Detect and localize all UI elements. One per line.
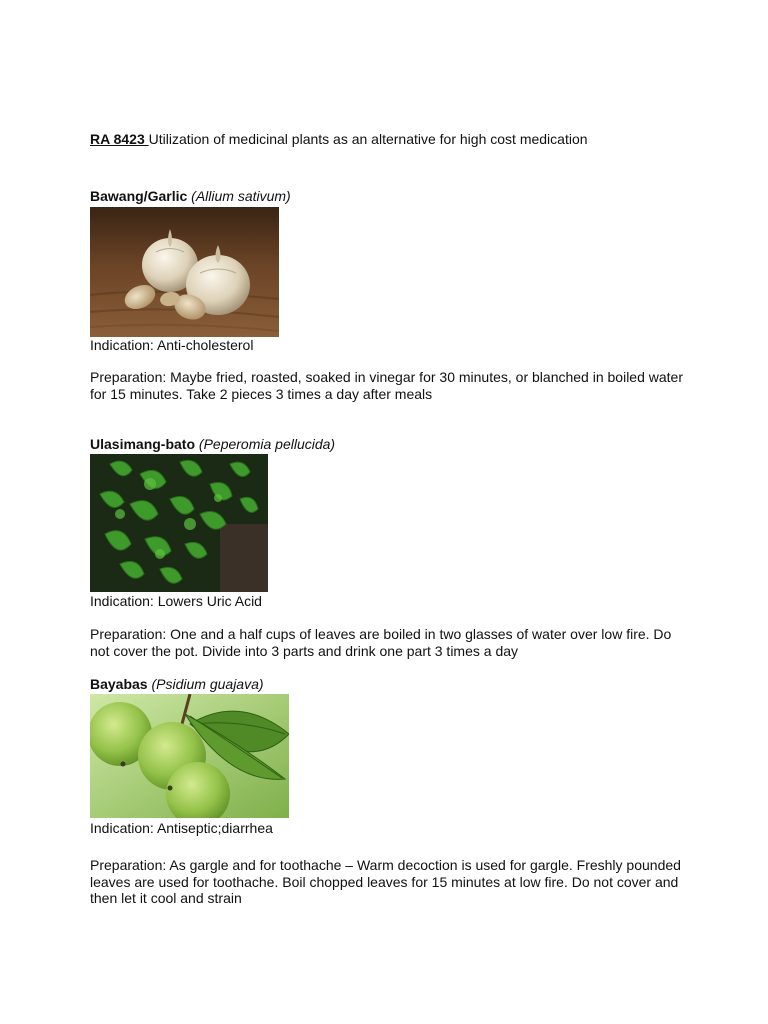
preparation-garlic: Preparation: Maybe fried, roasted, soaked in vinegar for 30 minutes, or blanched in boiled water for 15 minutes. Take 2 pieces 3 times a day after meals	[90, 369, 684, 402]
document-heading	[90, 131, 588, 147]
peperomia-photo	[90, 454, 268, 592]
plant-name: Ulasimang-bato	[90, 436, 196, 452]
preparation-guava: Preparation: As gargle and for toothache – Warm decoction is used for gargle. Freshly pounded leaves are used for toothache. Boil chopped leaves for 15 minutes at low fire. Do not cover and then let it cool and strain	[90, 857, 681, 906]
indication-peperomia: Indication: Lowers Uric Acid	[90, 593, 262, 609]
plant-name: Bawang/Garlic	[90, 188, 188, 204]
guava-photo	[90, 694, 289, 818]
plant-title-guava	[90, 676, 264, 692]
heading-text: Utilization of medicinal plants as an alternative for high cost medication	[148, 131, 588, 147]
law-reference: RA 8423	[90, 131, 149, 147]
plant-title-peperomia	[90, 436, 335, 452]
indication-garlic: Indication: Anti-cholesterol	[90, 337, 254, 353]
garlic-photo	[90, 207, 279, 337]
indication-guava: Indication: Antiseptic;diarrhea	[90, 820, 273, 836]
preparation-peperomia: Preparation: One and a half cups of leaves are boiled in two glasses of water over low fire. Do not cover the pot. Divide into 3 parts and drink one part 3 times a day	[90, 626, 672, 659]
scientific-name: (Peperomia pellucida)	[198, 436, 336, 452]
plant-title-garlic	[90, 188, 291, 204]
plant-name: Bayabas	[90, 676, 148, 692]
scientific-name: (Psidium guajava)	[151, 676, 264, 692]
scientific-name: (Allium sativum)	[191, 188, 291, 204]
